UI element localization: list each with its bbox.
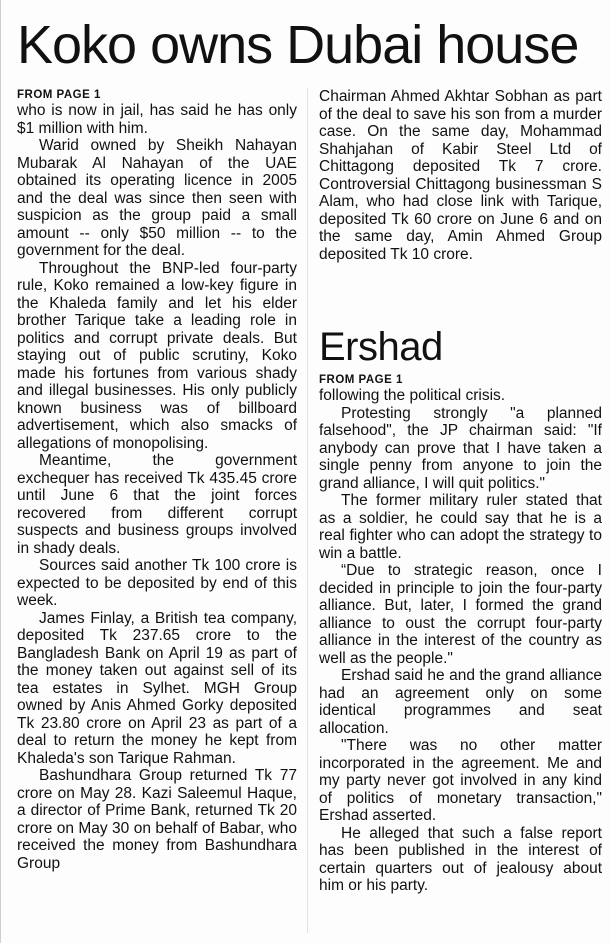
column-divider (307, 88, 308, 933)
paragraph: who is now in jail, has said he has only $1 million with him. (17, 102, 297, 137)
paragraph: Sources said another Tk 100 crore is expected to be deposited by end of this week. (17, 557, 297, 609)
paragraph: Protesting strongly "a planned falsehood", the JP chairman said: "If anybody can prove that I have taken a single penny from anyone to join the grand alliance, I will quit politics." (319, 404, 602, 492)
paragraph: Warid owned by Sheikh Nahayan Mubarak Al Nahayan of the UAE obtained its operating licence in 2005 and the deal was since then seen with suspicion as the group paid a small amount -- only $50 million -- to the government for the deal. (17, 137, 297, 259)
paragraph: following the political crisis. (319, 387, 506, 404)
main-headline: Koko owns Dubai house (17, 15, 579, 75)
paragraph: He alleged that such a false report has been published in the interest of certain quarters out of jealousy about him or his party. (319, 824, 602, 894)
from-page-kicker: FROM PAGE 1 (319, 374, 403, 386)
paragraph: Throughout the BNP-led four-party rule, Koko remained a low-key figure in the Khaleda family and let his elder brother Tarique take a leading role in politics and corrupt private deals. But staying out of public scrutiny, Koko made his fortunes from various shady and illegal businesses. His only publicly known business was of billboard advertisement, which also smacks of allegations of monopolising. (17, 259, 297, 452)
paragraph: Bashundhara Group returned Tk 77 crore on May 28. Kazi Saleemul Haque, a director of Prime Bank, returned Tk 20 crore on May 30 on behalf of Babar, who received the money from Bashundhara Group (17, 767, 297, 872)
paragraph: Ershad said he and the grand alliance had an agreement only on some identical programmes and seat allocation. (319, 667, 602, 737)
paragraph: The former military ruler stated that as a soldier, he could say that he is a real fighter who can adopt the strategy to win a battle. (319, 492, 602, 562)
from-page-kicker: FROM PAGE 1 (17, 89, 101, 101)
paragraph: Meantime, the government exchequer has received Tk 435.45 crore until June 6 that the joint forces recovered from different corrupt suspects and business groups involved in shady deals. (17, 452, 297, 557)
right-column (319, 88, 602, 895)
continued-paragraph: Chairman Ahmed Akhtar Sobhan as part of the deal to save his son from a murder case. On the same day, Mohammad Shahjahan of Kabir Steel Ltd of Chittagong deposited Tk 7 crore. Controversial Chittagong businessman S Alam, who had close link with Tarique, deposited Tk 60 crore on June 6 and on the same day, Amin Ahmed Group deposited Tk 10 crore. (319, 88, 602, 263)
ershad-headline: Ershad (319, 325, 443, 369)
paragraph: "There was no other matter incorporated in the agreement. Me and my party never got involved in any kind of politics of monetary transaction," Ershad asserted. (319, 737, 602, 824)
left-column (17, 88, 297, 872)
paragraph: James Finlay, a British tea company, deposited Tk 237.65 crore to the Bangladesh Bank on April 19 as part of the money taken out against sell of its tea estates in Sylhet. MGH Group owned by Anis Ahmed Gorky deposited Tk 23.80 crore on April 23 as part of a deal to return the money he kept from Khaleda's son Tarique Rahman. (17, 609, 297, 767)
paragraph: “Due to strategic reason, once I decided in principle to join the four-party alliance. But, later, I formed the grand alliance to oust the corrupt four-party alliance in the interest of the country as well as the people." (319, 562, 602, 667)
